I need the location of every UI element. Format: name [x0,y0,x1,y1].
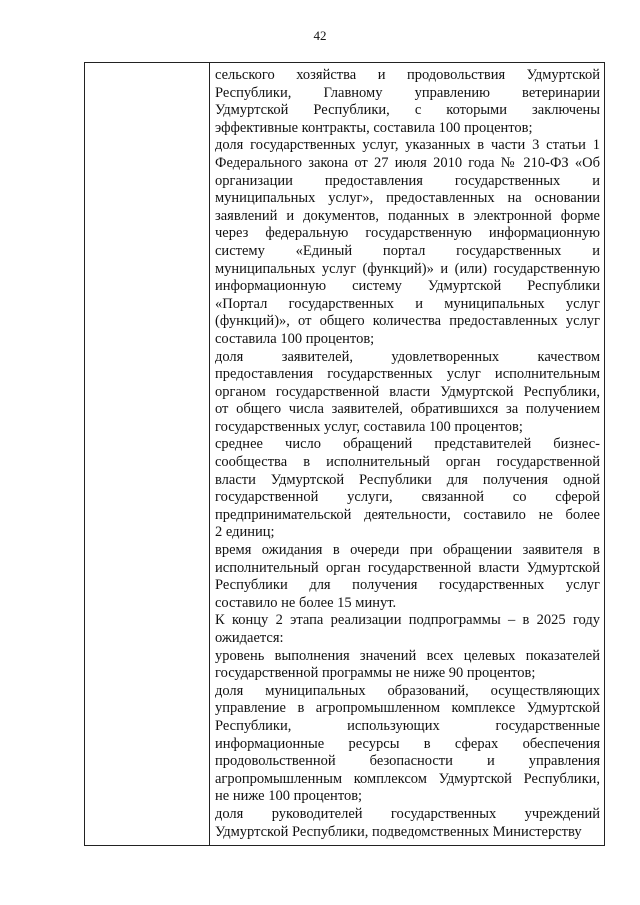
text-line: государственной услуги, связанной со сферой [215,489,600,506]
text-line: уровень выполнения значений всех целевых показателей [215,647,600,664]
text-line: Удмуртской Республики, с которыми заключены [215,102,600,119]
text-line: государственных услуг, составила 100 процентов; [215,418,523,435]
column-divider [209,63,210,845]
text-line: организации предоставления государственных и [215,172,600,189]
text-line: заявлений и документов, поданных в электронной форме [215,207,600,224]
text-line: исполнительный орган государственной власти Удмуртской [215,559,600,576]
text-line: Федерального закона от 27 июля 2010 года № 210-ФЗ «Об [215,154,600,171]
text-line: государственной программы не ниже 90 процентов; [215,665,536,682]
text-line: информационные ресурсы в сферах обеспечения [215,735,600,752]
text-line: время ожидания в очереди при обращении заявителя в [215,542,600,559]
text-line: эффективные контракты, составила 100 процентов; [215,119,533,136]
text-line: 2 единиц; [215,524,275,541]
text-line: среднее число обращений представителей бизнес- [215,436,600,453]
text-line: Республики, использующих государственные [215,717,600,734]
text-line: власти Удмуртской Республики для получения одной [215,471,600,488]
text-line: муниципальных услуг (функций)» и (или) государственную [215,260,600,277]
text-line: информационную систему Удмуртской Республики [215,278,600,295]
text-line: (функций)», от общего количества предоставленных услуг [215,313,600,330]
text-line: «Портал государственных и муниципальных услуг [215,295,600,312]
text-line: сельского хозяйства и продовольствия Удмуртской [215,67,600,83]
text-line: Республики, Главному управлению ветеринарии [215,84,600,101]
document-table [84,62,605,846]
text-line: агропромышленным комплексом Удмуртской Республики, [215,770,600,787]
text-line: предоставления государственных услуг исполнительным [215,366,600,383]
text-line: органом государственной власти Удмуртской Республики, [215,383,600,400]
text-line: ожидается: [215,630,284,646]
text-line: систему «Единый портал государственных и [215,242,600,259]
table-text-cell [215,67,600,841]
text-line: составило не более 15 минут. [215,594,397,611]
text-line: доля муниципальных образований, осуществляющих [215,682,600,699]
text-line: от общего числа заявителей, обратившихся за получением [215,401,600,418]
text-line: Республики для получения государственных услуг [215,577,600,594]
text-line: доля государственных услуг, указанных в части 3 статьи 1 [215,137,600,154]
text-line: предпринимательской деятельности, составило не более [215,506,600,523]
page-number: 42 [313,28,327,43]
text-line: сообщества в исполнительный орган государственной [215,454,600,471]
text-line: муниципальных услуг», предоставленных на основании [215,190,600,207]
text-line: через федеральную государственную информационную [215,225,600,242]
text-line: составила 100 процентов; [215,330,375,347]
text-line: управление в агропромышленном комплексе Удмуртской [215,700,600,717]
text-line: не ниже 100 процентов; [215,788,363,805]
text-line: продовольственной безопасности и управления [215,753,600,770]
text-line: К концу 2 этапа реализации подпрограммы – в 2025 году [215,612,600,629]
text-line: доля заявителей, удовлетворенных качеством [215,348,600,365]
text-line: доля руководителей государственных учреждений [215,805,600,822]
text-line: Удмуртской Республики, подведомственных Министерству [215,823,582,840]
